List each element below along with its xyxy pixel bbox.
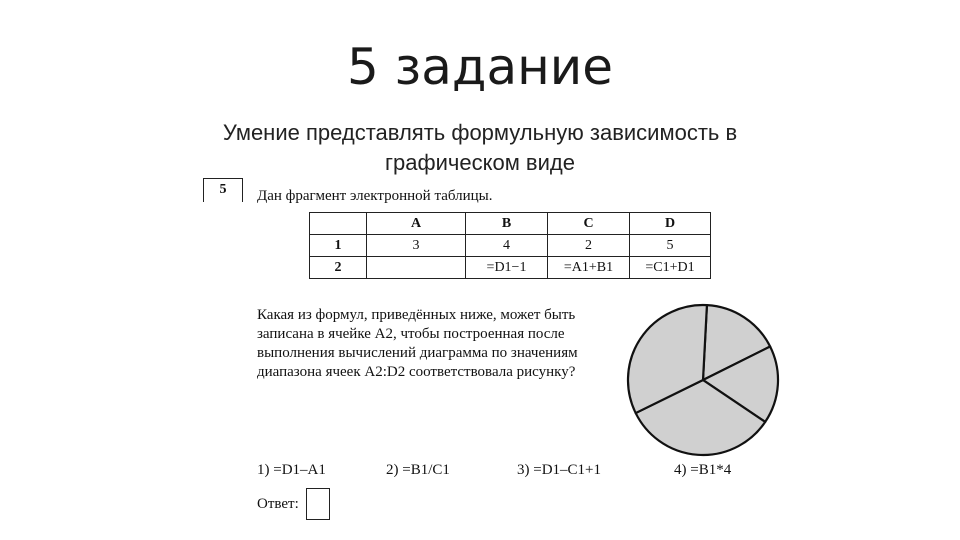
slide-subtitle: [180, 118, 780, 178]
column-header-d: D: [630, 213, 711, 235]
answer-input-box[interactable]: [306, 488, 330, 520]
slide-title: 5 задание: [346, 38, 614, 96]
question-line: диапазона ячеек A2:D2 соответствовала рисунку?: [257, 364, 576, 380]
question-line: выполнения вычислений диаграмма по значениям: [257, 345, 578, 361]
cell-d1: 5: [630, 235, 711, 257]
cell-c1: 2: [548, 235, 630, 257]
subtitle-line-2: графическом виде: [385, 150, 575, 175]
subtitle-line-1: Умение представлять формульную зависимость в: [222, 120, 738, 145]
option-4: 4) =B1*4: [674, 462, 732, 478]
pie-chart: [625, 302, 781, 458]
cell-d2: =C1+D1: [630, 257, 711, 279]
table-row: [310, 257, 711, 279]
pie-slices: [628, 305, 778, 455]
cell-b2: =D1−1: [466, 257, 548, 279]
column-header-c: C: [548, 213, 630, 235]
spreadsheet-fragment: [309, 212, 711, 279]
option-2: 2) =B1/C1: [386, 462, 450, 478]
cell-b1: 4: [466, 235, 548, 257]
column-header-b: B: [466, 213, 548, 235]
task-number-box: 5: [203, 178, 243, 202]
task-intro: Дан фрагмент электронной таблицы.: [257, 188, 493, 204]
table-header-row: [310, 213, 711, 235]
table-row: [310, 235, 711, 257]
answer-label: Ответ:: [257, 496, 299, 512]
cell-a2: [367, 257, 466, 279]
row-header-2: 2: [310, 257, 367, 279]
question-line: Какая из формул, приведённых ниже, может быть: [257, 307, 576, 323]
question-text: [257, 306, 611, 382]
column-header-a: A: [367, 213, 466, 235]
cell-a1: 3: [367, 235, 466, 257]
cell-c2: =A1+B1: [548, 257, 630, 279]
option-1: 1) =D1–A1: [257, 462, 326, 478]
row-header-1: 1: [310, 235, 367, 257]
question-line: записана в ячейке A2, чтобы построенная после: [257, 326, 565, 342]
option-3: 3) =D1–C1+1: [517, 462, 602, 478]
corner-cell: [310, 213, 367, 235]
